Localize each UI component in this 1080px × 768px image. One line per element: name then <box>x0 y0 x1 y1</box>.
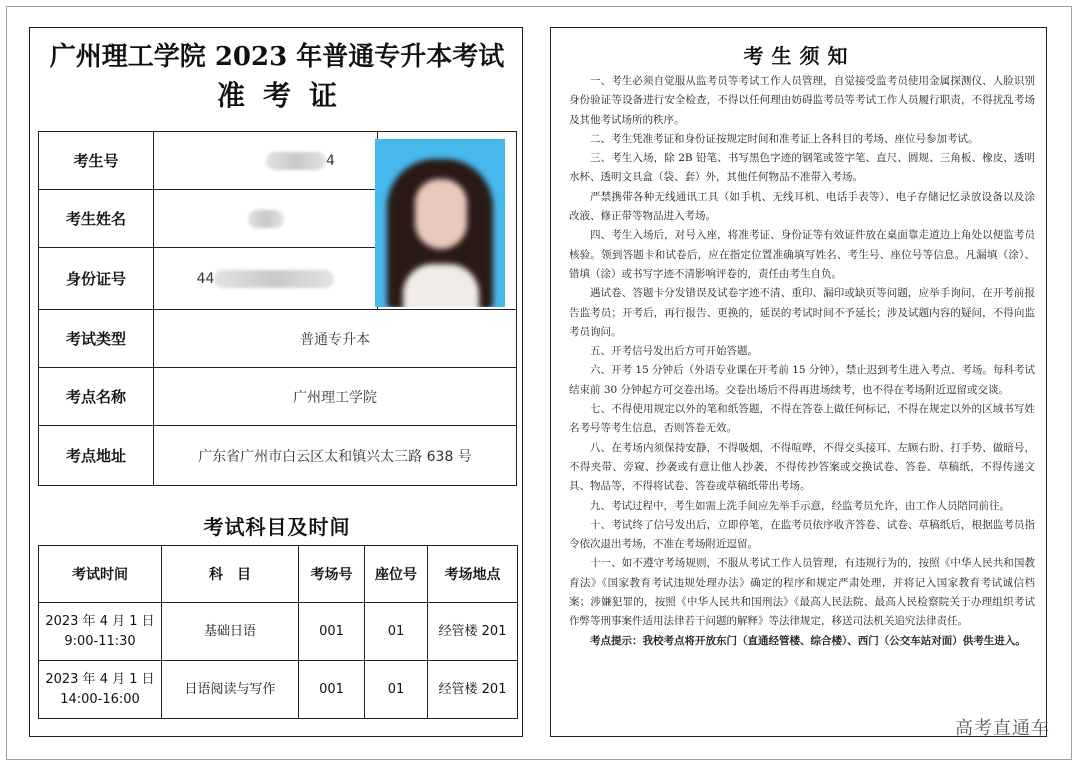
redacted-mask <box>214 270 334 288</box>
rule-paragraph: 二、考生凭准考证和身份证按规定时间和准考证上各科目的考场、座位号参加考试。 <box>590 132 979 145</box>
photo-shoulder <box>403 264 479 307</box>
exam-seat: 01 <box>365 603 428 661</box>
notice-rules <box>569 72 1035 651</box>
field-value: 4 <box>326 152 335 169</box>
field-label: 考生号 <box>39 132 154 190</box>
candidate-number <box>154 132 378 190</box>
field-label: 考试类型 <box>39 310 154 368</box>
exam-datetime <box>39 661 162 719</box>
rule-paragraph: 十一、如不遵守考场规则，不服从考试工作人员管理，有违规行为的，按照《中华人民共和国教育法》《国家教育考试违规处理办法》确定的程序和规定严肃处理，并将记入国家教育考试诚信档案；涉嫌犯罪的，按照《中华人民共和国刑法》《最高人民法院、最高人民检察院关于办理组织考试作弊等刑事案件适用法律若干问题的解释》等法律规定，移送司法机关追究法律责任。 <box>569 557 1035 628</box>
redacted-mask <box>248 210 284 228</box>
rule-paragraph: 六、开考 15 分钟后（外语专业课在开考前 15 分钟），禁止迟到考生进入考点、考场。每科考试结束前 30 分钟起方可交卷出场。交卷出场后不得再进场续考，也不得在考场附近逗留或交谈。 <box>569 364 1035 396</box>
table-row <box>39 661 518 719</box>
rule-paragraph: 四、考生入场后，对号入座，将准考证、身份证等有效证件放在桌面靠走道边上角处以便监考员核验。领到答题卡和试卷后，应在指定位置准确填写姓名、考生号、座位号等信息。凡漏填（涂）、错填（涂）或书写字迹不清影响评卷的，责任由考生自负。 <box>569 229 1035 280</box>
id-number <box>154 248 378 310</box>
exam-site-name: 广州理工学院 <box>154 368 517 426</box>
field-label: 身份证号 <box>39 248 154 310</box>
exam-time: 14:00-16:00 <box>60 691 140 707</box>
watermark: 高考直通车 <box>955 718 1050 739</box>
rule-paragraph: 五、开考信号发出后方可开始答题。 <box>590 345 758 358</box>
admission-ticket <box>29 27 523 737</box>
field-label: 考点地址 <box>39 426 154 486</box>
exam-type: 普通专升本 <box>154 310 517 368</box>
exam-room: 001 <box>299 661 365 719</box>
candidate-photo <box>375 139 505 307</box>
exam-date: 2023 年 4 月 1 日 <box>45 613 155 629</box>
rule-paragraph: 九、考试过程中，考生如需上洗手间应先举手示意，经监考员允许，由工作人员陪同前往。 <box>590 499 1010 512</box>
field-value: 44 <box>196 270 215 287</box>
field-label: 考生姓名 <box>39 190 154 248</box>
notice-title: 考生须知 <box>743 44 856 68</box>
exam-place: 经管楼 201 <box>428 603 518 661</box>
rule-paragraph: 遇试卷、答题卡分发错误及试卷字迹不清、重印、漏印或缺页等问题，应举手询问，在开考前报告监考员；开考后，再行报告、更换的，延误的考试时间不予延长；涉及试题内容的疑问，不得向监考员询问。 <box>569 287 1035 338</box>
table-row <box>39 603 518 661</box>
exam-date: 2023 年 4 月 1 日 <box>45 671 155 687</box>
rule-paragraph: 七、不得使用规定以外的笔和纸答题，不得在答卷上做任何标记，不得在规定以外的区域书写姓名考号等考生信息，否则答卷无效。 <box>569 403 1035 435</box>
ticket-title: 广州理工学院 2023 年普通专升本考试 <box>49 42 505 72</box>
exam-room: 001 <box>299 603 365 661</box>
site-tip: 考点提示：我校考点将开放东门（直通经管楼、综合楼）、西门（公交车站对面）供考生进入。 <box>590 634 1026 647</box>
rule-paragraph: 三、考生入场，除 2B 铅笔、书写黑色字迹的钢笔或签字笔、直尺、圆规、三角板、橡皮、透明水杯、透明文具盒（袋、套）外，其他任何物品不准带入考场。 <box>569 152 1035 184</box>
rule-paragraph: 一、考生必须自觉服从监考员等考试工作人员管理，自觉接受监考员使用金属探测仪、人脸识别身份验证等设备进行安全检查，不得以任何理由妨碍监考员等考试工作人员履行职责，不得扰乱考场及其他考试场所的秩序。 <box>569 75 1035 126</box>
rule-paragraph: 十、考试终了信号发出后，立即停笔，在监考员依序收齐答卷、试卷、草稿纸后，根据监考员指令依次退出考场，不准在考场附近逗留。 <box>569 518 1035 551</box>
exam-datetime <box>39 603 162 661</box>
candidate-name <box>154 190 378 248</box>
candidate-notice <box>550 27 1047 737</box>
exam-place: 经管楼 201 <box>428 661 518 719</box>
rule-paragraph: 严禁携带各种无线通讯工具（如手机、无线耳机、电话手表等）、电子存储记忆录放设备以及涂改液、修正带等物品进入考场。 <box>569 190 1035 223</box>
schedule-header: 科 目 <box>162 546 299 603</box>
exam-site-address: 广东省广州市白云区太和镇兴太三路 638 号 <box>154 426 517 486</box>
ticket-subtitle: 准考证 <box>216 79 355 112</box>
schedule-title: 考试科目及时间 <box>203 515 351 539</box>
schedule-header: 考场地点 <box>428 546 518 603</box>
exam-subject: 日语阅读与写作 <box>162 661 299 719</box>
exam-seat: 01 <box>365 661 428 719</box>
schedule-header: 考场号 <box>299 546 365 603</box>
field-label: 考点名称 <box>39 368 154 426</box>
photo-face <box>415 179 467 249</box>
rule-paragraph: 八、在考场内须保持安静，不得吸烟，不得喧哗，不得交头接耳、左顾右盼、打手势、做暗号，不得夹带、旁窥、抄袭或有意让他人抄袭，不得传抄答案或交换试卷、答卷、草稿纸，不得传递文具、物品等，不得将试卷、答卷或草稿纸带出考场。 <box>569 441 1035 493</box>
exam-subject: 基础日语 <box>162 603 299 661</box>
schedule-table <box>38 545 518 719</box>
schedule-header: 考试时间 <box>39 546 162 603</box>
exam-time: 9:00-11:30 <box>64 633 136 649</box>
redacted-mask <box>266 152 326 170</box>
schedule-header: 座位号 <box>365 546 428 603</box>
